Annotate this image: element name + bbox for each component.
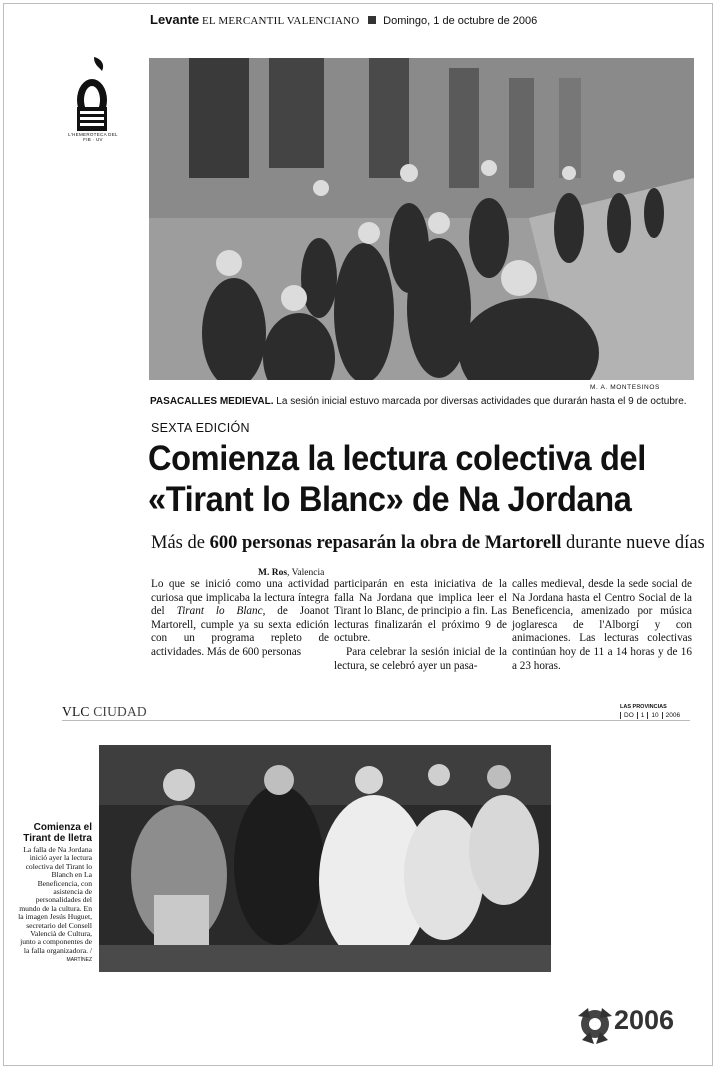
subhead-part-3: durante nueve días xyxy=(561,533,705,553)
date-year: 2006 xyxy=(662,712,683,719)
ceremony-photo xyxy=(99,745,551,972)
logo-caption: L'HEMEROTECA DEL FIB · UV xyxy=(68,132,118,142)
newspaper-header xyxy=(150,12,537,27)
col2-paragraph-2: Para celebrar la sesión inicial de la lectura, se celebró ayer un pasa- xyxy=(334,645,507,672)
byline-author: M. Ros xyxy=(258,568,288,578)
photo-credit: M. A. MONTESINOS xyxy=(590,384,660,391)
section-vlc: VLC xyxy=(62,704,90,719)
article-byline xyxy=(258,568,324,578)
las-provincias-masthead: LAS PROVINCIAS xyxy=(620,704,667,710)
caption-lead: PASACALLES MEDIEVAL. xyxy=(150,396,274,407)
byline-place: , Valencia xyxy=(287,568,325,578)
article-column-1 xyxy=(151,578,329,660)
headline-line-1: Comienza la lectura colectiva del xyxy=(148,439,646,478)
photo-caption xyxy=(150,396,687,407)
newspaper-subtitle: EL MERCANTIL VALENCIANO xyxy=(202,15,360,27)
col1-book-title: Tirant lo Blanc xyxy=(176,605,263,618)
commemorative-logo-icon xyxy=(572,998,618,1050)
col1-text-b: , de Joanot Martorell, cumple ya su sexta edición con un programa repleto de actividades. Más de 600 personas xyxy=(151,605,329,658)
article-column-3 xyxy=(512,578,692,673)
las-provincias-date xyxy=(620,712,683,719)
col3-paragraph: calles medieval, desde la sede social de Na Jordana hasta el Centro Social de la Beneficencia, amenizado por música joglaresca de l'Alborgí y con animaciones. Las lecturas colectivas continúan hoy de 11 a 14 horas y de 16 a 23 horas. xyxy=(512,578,692,672)
photo2-caption xyxy=(17,846,92,965)
date-month: 10 xyxy=(647,712,661,719)
photo2-caption-title: Comienza el Tirant de lletra xyxy=(23,822,92,844)
header-date: Domingo, 1 de octubre de 2006 xyxy=(383,15,538,27)
section-label xyxy=(62,704,147,720)
article-column-2 xyxy=(334,578,507,673)
date-dow: DO xyxy=(620,712,637,719)
col1-text-a: Lo que se inició como una actividad curiosa que implicaba la lectura íntegra del xyxy=(151,578,329,618)
photo2-caption-body: La falla de Na Jordana inició ayer la lectura colectiva del Tirant lo Blanch en La Beneficencia, con asistencia de personalidades del mundo de la cultura. En la imagen Jesús Huguet, secretario del Consell Valencià de Cultura, junto a componentes de la falla organizadora. / xyxy=(18,845,92,955)
subhead-part-1: Más de xyxy=(151,533,210,553)
subhead-part-2: 600 personas repasarán la obra de Martorell xyxy=(209,533,562,553)
procession-photo xyxy=(149,58,694,380)
newspaper-brand: Levante xyxy=(150,12,200,27)
headline-line-2: «Tirant lo Blanc» de Na Jordana xyxy=(148,480,632,519)
footer-year: 2006 xyxy=(614,1005,675,1035)
caption-text: La sesión inicial estuvo marcada por diversas actividades que durarán hasta el 9 de octubre. xyxy=(273,396,687,407)
square-bullet-icon xyxy=(368,16,376,24)
article-subhead xyxy=(151,533,705,554)
article-headline xyxy=(148,438,669,520)
section-divider xyxy=(62,720,690,721)
date-day: 1 xyxy=(637,712,648,719)
section-city: CIUDAD xyxy=(93,704,147,719)
col2-paragraph-1: participarán en esta iniciativa de la falla Na Jordana que implica leer el Tirant lo Blanc, de principio a fin. Las lecturas finalizarán el próximo 9 de octubre. xyxy=(334,578,507,645)
photo2-credit: MARTÍNEZ xyxy=(66,957,92,964)
article-kicker: SEXTA EDICIÓN xyxy=(151,421,250,435)
